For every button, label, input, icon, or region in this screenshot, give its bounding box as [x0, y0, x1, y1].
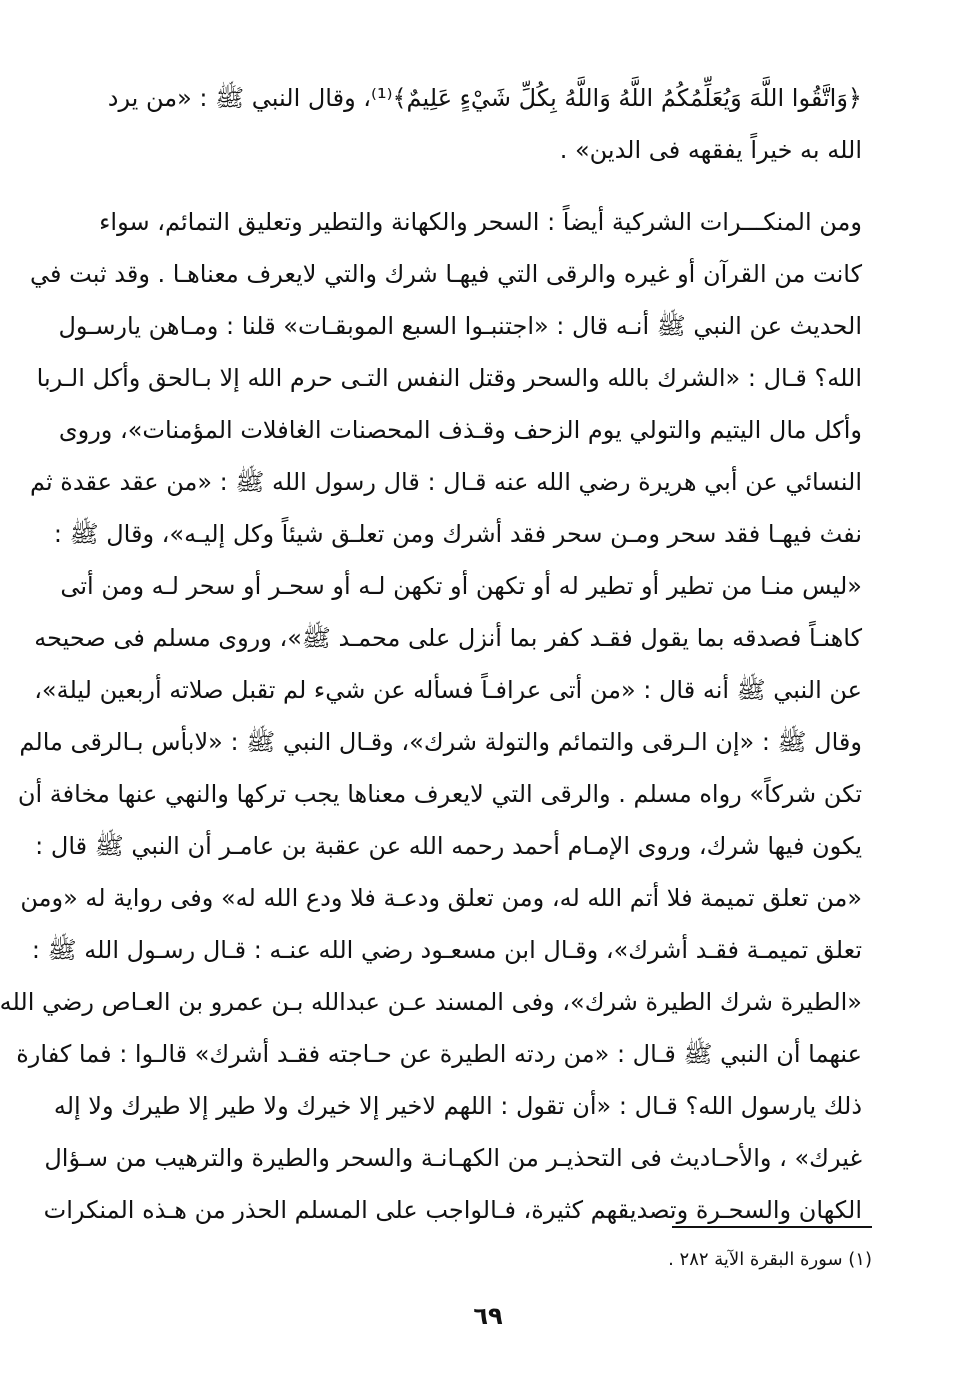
text-line: وقال ﷺ : «إن الـرقى والتمائم والتولة شرك»، وقـال النبي ﷺ : «لابأس بـالرقى مالم [19, 728, 862, 756]
text-line: «من تعلق تميمة فلا أتم الله له، ومن تعلق ودعـة فلا ودع الله له» وفى رواية له «ومن [20, 884, 862, 912]
text-line: ﴿وَاتَّقُوا اللَّهَ وَيُعَلِّمُكُمُ اللَّهُ وَاللَّهُ بِكُلِّ شَيْءٍ عَلِيمٌ﴾⁽¹⁾، وقال النبي ﷺ : «من يرد [107, 84, 862, 112]
paragraph-2 [0, 196, 862, 1236]
text-line: «الطيرة شرك الطيرة شرك»، وفى المسند عـن عبدالله بـن عمرو بن العـاص رضي الله [0, 988, 862, 1016]
text-line: تكن شركاً» رواه مسلم . والرقى التي لايعرف معناها يجب تركها والنهي عنها مخافة أن [17, 780, 862, 808]
text-line: ذلك يارسول الله؟ قـال : «أن تقول : اللهم لاخير إلا خيرك ولا طير إلا طيرك ولا إله [53, 1092, 862, 1120]
text-line: وأكل مال اليتيم والتولي يوم الزحف وقـذف المحصنات الغافلات المؤمنات»، وروى [58, 416, 862, 444]
paragraph-1 [107, 72, 862, 176]
text-line: «ليس منـا من تطير أو تطير له أو تكهن أو تكهن لـه أو سحـر أو سحر لـه ومن أتى [60, 572, 862, 600]
text-line: الله به خيراً يفقهه فى الدين» . [559, 136, 862, 164]
text-line: النسائي عن أبي هريرة رضي الله عنه قـال : قال رسول الله ﷺ : «من عقد عقدة ثم [30, 468, 862, 496]
footnote: (١) سورة البقرة الآية ٢٨٢ . [668, 1249, 872, 1270]
text-line: الله؟ قـال : «الشرك بالله والسحر وقتل النفس التـى حرم الله إلا بـالحق وأكل الـربا [36, 364, 862, 392]
text-line: نفث فيهـا فقد سحر ومـن سحر فقد أشرك ومن تعلـق شيئاً وكل إليـه»، وقال ﷺ : [53, 520, 862, 548]
page-number: ٦٩ [473, 1302, 503, 1330]
text-line: عن النبي ﷺ أنه قال : «من أتى عرافـاً فسأله عن شيء لم تقبل صلاته أربعين ليلة»، [34, 676, 862, 704]
text-line: عنهما أن النبي ﷺ قـال : «من ردته الطيرة عن حـاجته فقـد أشرك» قالـوا : فما كفارة [16, 1040, 862, 1068]
main-text [0, 72, 862, 1236]
text-line: الحديث عن النبي ﷺ أنـه قال : «اجتنبـوا السبع الموبقـات» قلنا : ومـاهن يارسـول [58, 312, 862, 340]
text-line: كانت من القرآن أو غيره والرقى التي فيهـا شرك والتي لايعرف معناهـا . وقد ثبت في [30, 260, 862, 288]
footnote-divider [672, 1226, 872, 1228]
text-line: الكهان والسحـرة وتصديقهم كثيرة، فـالواجب على المسلم الحذر من هـذه المنكرات [43, 1196, 862, 1224]
paragraph-gap [142, 176, 862, 196]
text-line: ومن المنكـــرات الشركية أيضاً : السحر والكهانة والتطير وتعليق التمائم، سواء [99, 208, 862, 236]
text-line: كاهنـاً فصدقه بما يقول فقـد كفر بما أنزل على محمـد ﷺ»، وروى مسلم فى صحيحه [34, 624, 862, 652]
text-line: تعلق تميمـة فقـد أشرك»، وقـال ابن مسعـود رضي الله عنـه : قـال رسـول الله ﷺ : [31, 936, 862, 964]
text-line: غيرك» ، والأحـاديث فى التحذيـر من الكهـانـة والسحر والطيرة والترهيب من سـؤال [44, 1144, 862, 1172]
text-line: يكون فيها شرك، وروى الإمـام أحمد رحمه الله عن عقبة بن عامـر أن النبي ﷺ قال : [35, 832, 862, 860]
